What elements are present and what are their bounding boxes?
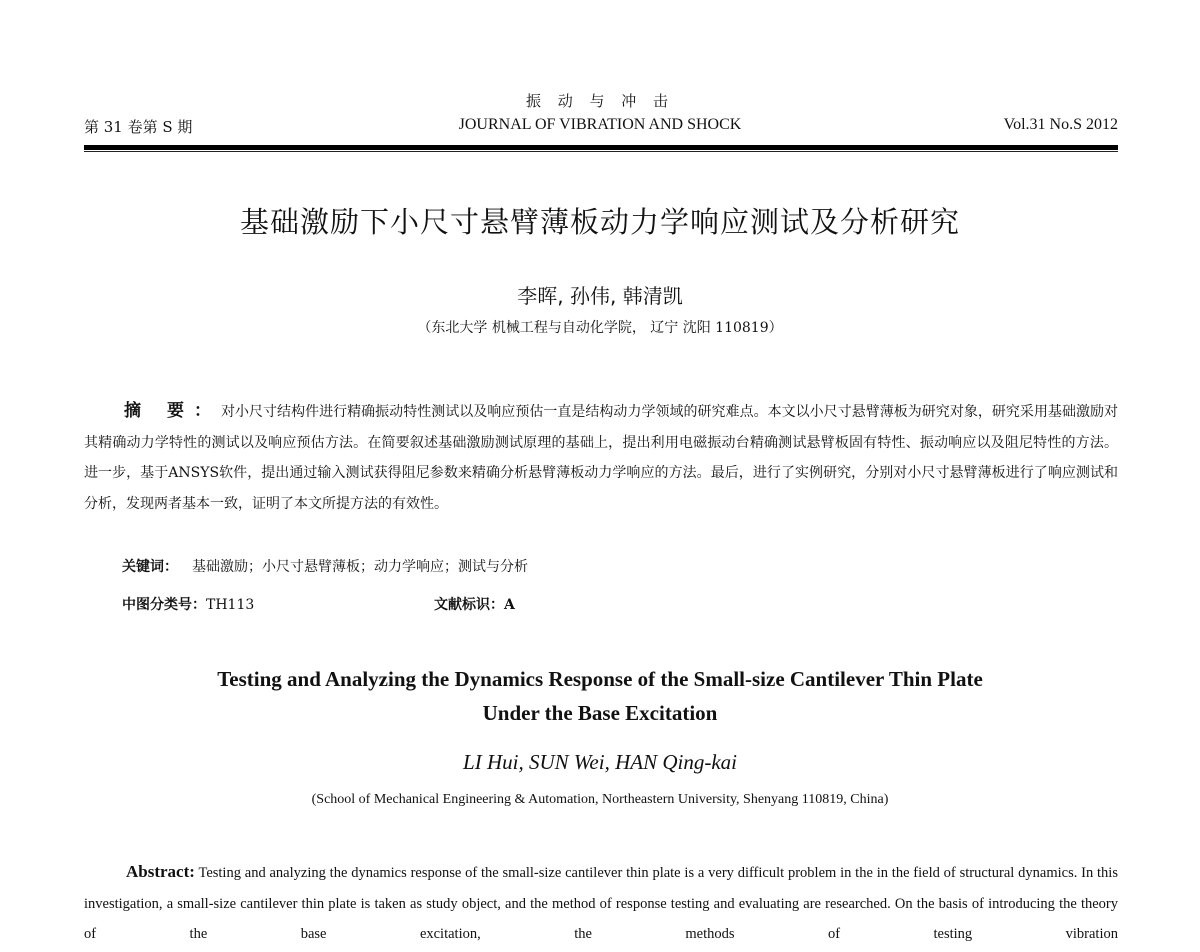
classification-number	[122, 594, 254, 614]
document-code-value: A	[504, 597, 515, 613]
abstract-cn-label: 摘 要：	[124, 401, 221, 421]
journal-name-en: JOURNAL OF VIBRATION AND SHOCK	[458, 116, 742, 133]
keywords-cn-value: 基础激励；小尺寸悬臂薄板；动力学响应；测试与分析	[192, 559, 528, 575]
paper-title-cn: 基础激励下小尺寸悬臂薄板动力学响应测试及分析研究	[239, 205, 960, 239]
journal-name-cn: 振 动 与 冲 击	[525, 92, 675, 110]
affiliation-cn: （东北大学 机械工程与自动化学院， 辽宁 沈阳 110819）	[417, 320, 783, 336]
classification-value: TH113	[206, 597, 255, 613]
keywords-cn	[122, 556, 528, 576]
keywords-cn-label: 关键词：	[122, 559, 178, 575]
paper-title-en-line1: Testing and Analyzing the Dynamics Response of the Small-size Cantilever Thin Plate	[217, 667, 983, 691]
classification-label: 中图分类号：	[122, 597, 206, 613]
authors-cn: 李晖, 孙伟, 韩清凯	[517, 284, 683, 308]
journal-volume: Vol.31 No.S 2012	[1003, 116, 1118, 133]
header-rule-thick	[84, 145, 1118, 150]
abstract-en-text: Testing and analyzing the dynamics response of the small-size cantilever thin plate is a very difficult problem in the in the field of structural dynamics. In this investigation, a small-size cantilever thin plate is taken as study object, and the method of response testing and evaluating are researched. On the basis of introducing the theory of the base excitation, the methods of testing vibration	[84, 865, 1118, 942]
abstract-en-label: Abstract:	[126, 862, 195, 881]
affiliation-en: (School of Mechanical Engineering & Automation, Northeastern University, Shenyang 110819, China)	[311, 792, 889, 807]
authors-en: LI Hui, SUN Wei, HAN Qing-kai	[463, 750, 737, 774]
document-code	[434, 594, 515, 614]
paper-title-en-line2: Under the Base Excitation	[482, 701, 718, 725]
journal-issue-cn: 第 31 卷第 S 期	[84, 118, 193, 136]
abstract-cn-text: 对小尺寸结构件进行精确振动特性测试以及响应预估一直是结构动力学领域的研究难点。本文以小尺寸悬臂薄板为研究对象，研究采用基础激励对其精确动力学特性的测试以及响应预估方法。在简要叙述基础激励测试原理的基础上，提出利用电磁振动台精确测试悬臂板固有特性、振动响应以及阻尼特性的方法。进一步，基于ANSYS软件，提出通过输入测试获得阻尼参数来精确分析悬臂薄板动力学响应的方法。最后，进行了实例研究，分别对小尺寸悬臂薄板进行了响应测试和分析，发现两者基本一致，证明了本文所提方法的有效性。	[84, 404, 1118, 512]
document-code-label: 文献标识：	[434, 597, 504, 613]
paper-title-en	[0, 662, 1200, 730]
abstract-cn	[84, 396, 1118, 519]
abstract-en	[84, 857, 1118, 950]
header-rule-thin	[84, 151, 1118, 152]
